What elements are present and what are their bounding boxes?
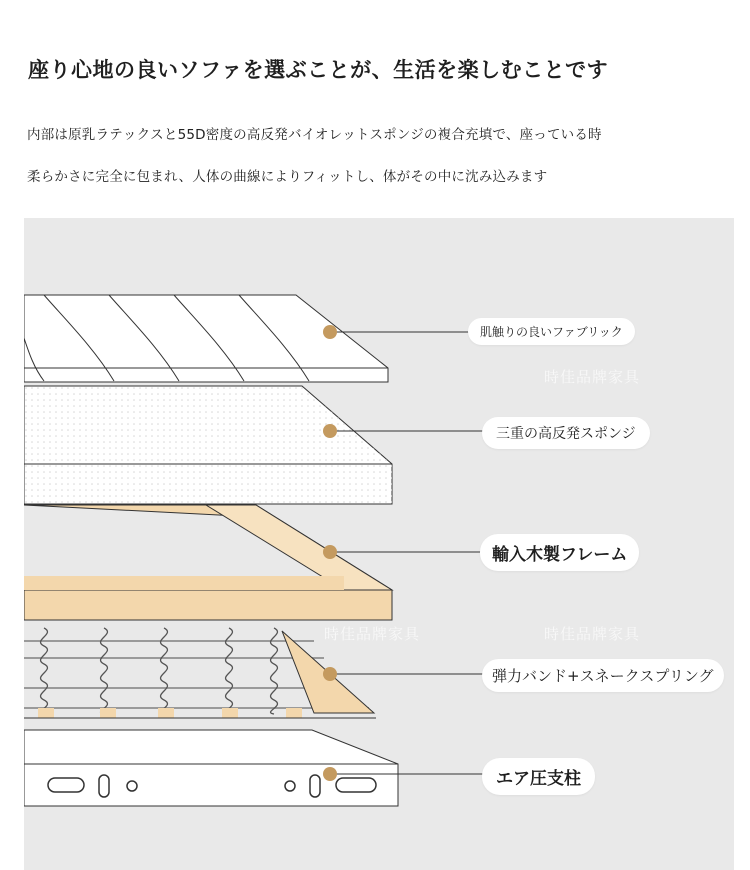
- callout-marker: [323, 424, 337, 438]
- label-wood-frame: 輸入木製フレーム: [480, 534, 639, 571]
- callout-marker: [323, 545, 337, 559]
- label-air-support: エア圧支柱: [482, 758, 595, 795]
- label-sponge: 三重の高反発スポンジ: [482, 417, 650, 449]
- sponge-layer: [24, 386, 392, 504]
- callout-marker: [323, 325, 337, 339]
- wood-frame-layer: [24, 505, 392, 620]
- fabric-layer: [24, 295, 388, 382]
- callout-marker: [323, 667, 337, 681]
- watermark: 時佳品牌家具: [324, 625, 421, 643]
- watermark: 時佳品牌家具: [544, 368, 641, 386]
- label-fabric: 肌触りの良いファブリック: [468, 318, 635, 345]
- description-line-1: 内部は原乳ラテックスと55D密度の高反発バイオレットスポンジの複合充填で、座っている時: [27, 127, 602, 143]
- page-title: 座り心地の良いソファを選ぶことが、生活を楽しむことです: [28, 58, 609, 82]
- watermark: 時佳品牌家具: [544, 625, 641, 643]
- label-springs: 弾力バンド+スネークスプリング: [482, 659, 724, 692]
- callout-marker: [323, 767, 337, 781]
- description-line-2: 柔らかさに完全に包まれ、人体の曲線によりフィットし、体がその中に沈み込みます: [27, 169, 548, 185]
- base-layer: [24, 730, 398, 806]
